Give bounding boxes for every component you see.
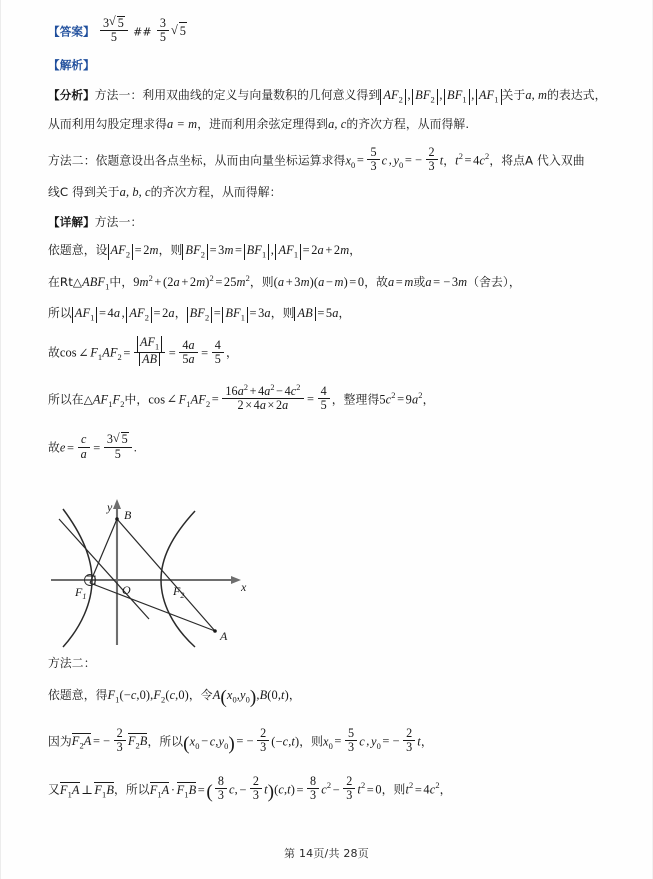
method2-line-3: 又$F_1A$ ⊥ $F_1B$，所以$F_1A \cdot F_1B$ =( $\frac{8}{3}$ c, − $\frac{2}{3}$ t)(c,t) = $\frac{8}{3}$ $c^2$ − $\frac{2}{3}$ $t^2 = 0$，则$t^2 = 4c^2$， [48, 774, 452, 803]
detail-l4-frac1: $\frac{AF_1}{AB}$ [134, 336, 165, 366]
analysis-method2-line2: 线C 得到关于 [48, 184, 120, 199]
detail-line-2: 在$Rt\triangle ABF_1$中，$9m^2 + (2a + 2m)^2 = 25m^2$，则(a + 3m)(a − m) = 0，故a = m或a = − 3m（舍去）， [48, 272, 521, 292]
analysis-method1-suffix: 的表达式， [547, 87, 607, 102]
detail-l6-frac1: $\frac{c}{a}$ [78, 433, 90, 460]
label-point-b: B [124, 508, 132, 522]
analysis-method1-mid: 关于 [501, 87, 526, 102]
page-footer: 第 14页/共 28页 [284, 847, 369, 860]
detail-l2-mid: 中， [109, 274, 134, 289]
analysis-label: 【分析】 [48, 87, 95, 102]
analysis-line2-eq: a = m [166, 116, 198, 131]
explanation-label: 【解析】 [48, 58, 95, 73]
point-b-marker [115, 517, 119, 521]
detail-l4-frac3: $\frac{4}{5}$ [212, 339, 224, 366]
analysis-method2-prefix: 方法二：依题意设出各点坐标，从而由向量坐标运算求得 [48, 152, 346, 167]
label-point-a: A [220, 629, 228, 643]
hyperbola-left-branch [63, 509, 92, 647]
detail-l1-prefix: 依题意，设 [48, 242, 108, 257]
axis-y-arrow [113, 499, 121, 509]
analysis-line2-vars: a, c [328, 116, 347, 131]
label-x-axis: x [241, 580, 247, 594]
analysis-method2-line-1: 方法二：依题意设出各点坐标，从而由向量坐标运算求得$x_0$ = $\frac{5}{3}$ c , $y_0$ = − $\frac{2}{3}$ t，$t^2 = 4c^2$，将点A 代入双曲 [48, 144, 585, 173]
method2-l3-also: 又 [48, 782, 60, 797]
detail-l5-frac: $\frac{16a^2 + 4a^2 - 4c^2}{2 \times 4a \times 2a}$ [222, 384, 303, 412]
detail-l6-frac2: $\frac{3 √ 5}{5}$ [104, 432, 132, 460]
analysis-method2-line2-vars: a, b, c [119, 184, 151, 199]
detail-line-4: 故cos ∠ $F_1AF_2$ = $\frac{AF_1}{AB}$ = $\frac{4a}{5a}$ = $\frac{4}{5}$ ， [48, 335, 238, 366]
method2-line-1: 依题意，得$F_1(-c,0),F_2(c,0)$，令$A(x_0,y_0),B(0,t)$， [48, 686, 301, 708]
explanation-header [48, 57, 623, 74]
analysis-method2-mid: ，将点A 代入双曲 [489, 152, 585, 167]
method2-l2-because: 因为 [48, 734, 72, 749]
method2-content [48, 655, 623, 806]
method2-line-2: 因为$F_2A$ = − $\frac{2}{3}$ $F_2B$，所以$(x_0 - c,y_0)$ = − $\frac{2}{3}$ (−c,t)，则$x_0$ = $\frac{5}{3}$ c , $y_0$ = − $\frac{2}{3}$ t， [48, 725, 433, 755]
point-a-marker [213, 629, 217, 633]
axis-x-arrow [231, 576, 241, 584]
asymptote-line-2 [141, 517, 205, 593]
label-origin: O [122, 583, 131, 597]
label-focus-f2: $F_2$ [173, 584, 185, 600]
detail-line-5: 所以在$\triangle AF_1F_2$中，cos ∠ $F_1AF_2$ = $\frac{16a^2 + 4a^2 - 4c^2}{2 \times 4a \times 2a}$ = $\frac{4}{5}$ ，整理得$5c^2 = 9a^2$， [48, 383, 435, 413]
analysis-line2-text: 从而利用勾股定理求得 [48, 116, 167, 131]
method2-l3-so: ，所以 [113, 782, 150, 797]
detail-l2-prefix: 在Rt△ [48, 274, 83, 289]
label-focus-f1: $F_1$ [75, 585, 87, 601]
analysis-line2-suffix: 的齐次方程，从而得解. [346, 116, 470, 131]
analysis-method1-prefix: 方法一：利用双曲线的定义与向量数积的几何意义得到 [94, 87, 381, 102]
answer-value-2-sqrt: √ 5 [171, 22, 187, 40]
detail-l6-prefix: 故 [48, 440, 60, 455]
method2-l1-let: ，令 [188, 687, 213, 702]
segment-b-f1 [90, 519, 117, 583]
asymptote-line-1 [59, 519, 149, 619]
analysis-method2-line-2 [48, 184, 623, 201]
answer-label: 【答案】 [48, 24, 95, 39]
segment-b-to-a [117, 519, 215, 631]
detail-label: 【详解】 [48, 214, 95, 229]
detail-line-6: 故e = $\frac{c}{a}$ = $\frac{3 √ 5}{5}$ . [48, 432, 623, 460]
detail-l1-then: ，则 [158, 242, 183, 257]
analysis-line-1: 【分析】方法一：利用双曲线的定义与向量数积的几何意义得到 $AF_2$ , $BF_2$ , $BF_1$ , $AF_1$ 关于a, m的表达式， [48, 87, 607, 105]
label-y-axis: y [107, 500, 113, 514]
method2-l1-prefix: 依题意，得 [48, 687, 108, 702]
detail-l2-suffix: （舍去）， [467, 274, 521, 289]
method2-l2-so: ，所以 [147, 734, 184, 749]
segment-f1-a [90, 583, 215, 631]
solution-content [48, 16, 623, 475]
detail-l6-end: . [133, 440, 137, 455]
detail-line-1: 依题意，设 $AF_2 = 2m$，则 $BF_2 = 3m = BF_1$ , $AF_1 = 2a + 2m$， [48, 242, 362, 260]
detail-l4-frac2: $\frac{4a}{5a}$ [179, 339, 197, 366]
answer-value-1: $\frac{3 √ 5}{5}$ [100, 16, 128, 44]
answer-line [48, 16, 623, 44]
analysis-method1-vars: a, m [525, 87, 548, 102]
answer-value-2-frac: $\frac{3}{5}$ [157, 17, 169, 44]
hyperbola-diagram [45, 497, 275, 649]
analysis-line2-mid: ，进而利用余弦定理得到 [197, 116, 329, 131]
analysis-line-2 [48, 116, 623, 133]
detail-header [48, 214, 623, 231]
detail-method1-title: 方法一： [94, 214, 143, 229]
detail-l3-prefix: 所以 [48, 306, 72, 321]
method2-title: 方法二： [48, 656, 96, 670]
analysis-method2-line2-suffix: 的齐次方程，从而得解： [150, 184, 282, 199]
answer-separator: ## [133, 25, 152, 39]
detail-line-3: 所以 $AF_1 = 4a$ , $AF_2 = 2a$， $BF_2 = BF_1 = 3a$，则 AB = 5a， [48, 306, 351, 323]
method2-title-line [48, 655, 623, 672]
